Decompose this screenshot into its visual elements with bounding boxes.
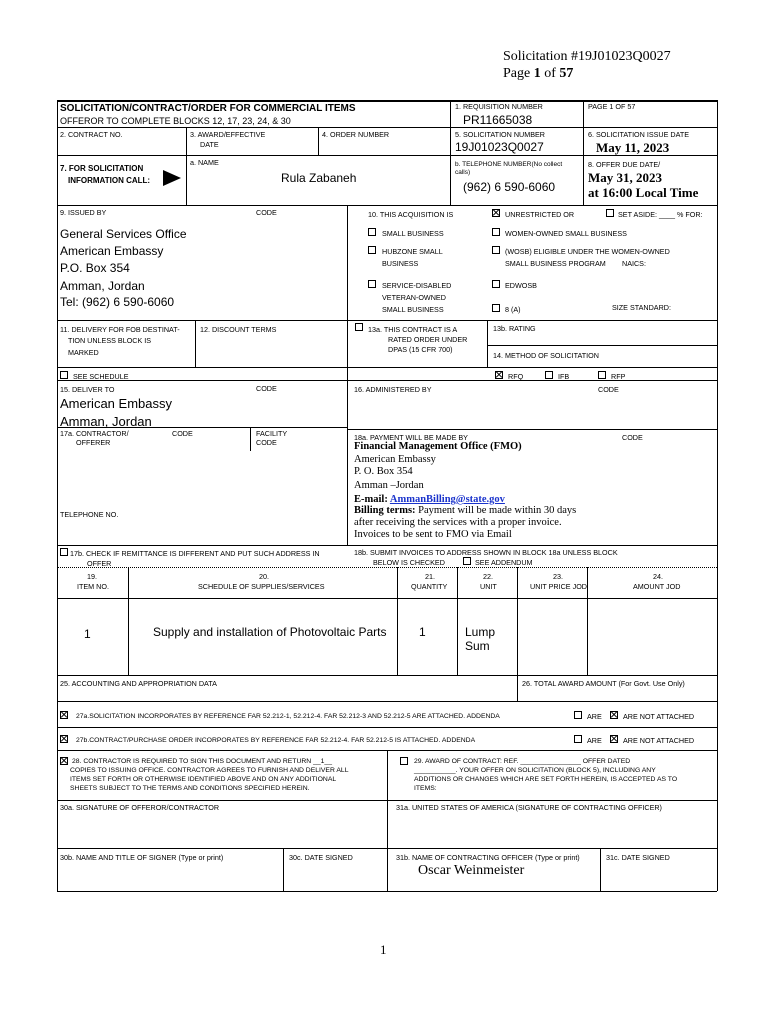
hubzone-label-2: BUSINESS (382, 259, 419, 268)
facility-code-label-2: CODE (256, 438, 277, 447)
rfp-label: RFP (611, 372, 626, 381)
contract-incorporates-label: 27b.CONTRACT/PURCHASE ORDER INCORPORATES BY REFERENCE FAR 52.212-4. FAR 52.212-5 IS ATTACHED. ADDENDA (76, 737, 476, 744)
contact-name-label: a. NAME (190, 158, 219, 167)
billing-terms (354, 505, 576, 516)
issue-date-label: 6. SOLICITATION ISSUE DATE (588, 130, 690, 139)
facility-box-top (250, 427, 347, 428)
row-divider (57, 320, 717, 321)
rfp-checkbox[interactable] (598, 371, 606, 379)
edwosb-label: EDWOSB (505, 281, 537, 290)
incorporates-checkbox[interactable] (60, 711, 68, 719)
wosb-checkbox[interactable] (492, 228, 500, 236)
delivery-fob-label-3: MARKED (68, 348, 99, 357)
payment-code-label: CODE (622, 433, 643, 442)
addenda-are-label: ARE (587, 712, 602, 721)
payment-address-line: American Embassy (354, 454, 436, 465)
unrestricted-label: UNRESTRICTED OR (505, 210, 575, 219)
eight-a-checkbox[interactable] (492, 304, 500, 312)
issued-by-line: General Services Office (60, 227, 187, 241)
officer-date-signed-label: 31c. DATE SIGNED (606, 853, 670, 862)
issued-by-line: American Embassy (60, 244, 164, 258)
billing-label: Billing terms: (354, 505, 419, 516)
sdvosb-checkbox[interactable] (368, 280, 376, 288)
hubzone-checkbox[interactable] (368, 246, 376, 254)
set-aside-checkbox[interactable] (606, 209, 614, 217)
payment-by-label: 18a. PAYMENT WILL BE MADE BY (354, 433, 468, 442)
page-footer-number: 1 (380, 942, 387, 957)
contract-no-label: 2. CONTRACT NO. (60, 130, 123, 139)
addenda-are-not-checkbox[interactable] (610, 711, 618, 719)
sdvosb-label: SERVICE-DISABLED (382, 281, 452, 290)
page-mid: of (540, 66, 560, 81)
hubzone-label: HUBZONE SMALL (382, 247, 443, 256)
issue-date-value: May 11, 2023 (596, 140, 670, 155)
offer-due-date: May 31, 2023 (588, 170, 663, 185)
row-divider (57, 155, 450, 156)
contracting-officer-name: Oscar Weinmeister (418, 863, 525, 878)
column-divider (487, 320, 488, 367)
administered-by-label: 16. ADMINISTERED BY (354, 385, 432, 394)
contractor-label: 17a. CONTRACTOR/ (60, 429, 129, 438)
contract-addenda-are-not-checkbox[interactable] (610, 735, 618, 743)
award-date-label: 3. AWARD/EFFECTIVE (190, 130, 266, 139)
offer-due-time: at 16:00 Local Time (588, 185, 699, 200)
item-quantity: 1 (419, 625, 426, 639)
addenda-are-not-label: ARE NOT ATTACHED (623, 712, 695, 721)
column-divider (587, 567, 588, 675)
billing-line: Invoices to be sent to FMO via Email (354, 529, 512, 540)
rated-order-label-3: DPAS (15 CFR 700) (388, 345, 453, 354)
rated-order-label: 13a. THIS CONTRACT IS A (368, 325, 458, 334)
column-divider (583, 100, 584, 205)
see-schedule-checkbox[interactable] (60, 371, 68, 379)
wosb-eligible-checkbox[interactable] (492, 246, 500, 254)
ifb-label: IFB (558, 372, 570, 381)
col-unit: 22. (483, 572, 493, 581)
telephone-value: (962) 6 590-6060 (463, 180, 556, 194)
solicitation-number-value: 19J01023Q0027 (455, 140, 544, 154)
column-divider (186, 155, 187, 205)
row-divider (57, 205, 717, 206)
incorporates-label: 27a.SOLICITATION INCORPORATES BY REFERENCE FAR 52.212-1, 52.212-4. FAR 52.212-3 AND 52.212-5 ARE ATTACHED. ADDENDA (76, 713, 500, 720)
facility-code-label: FACILITY (256, 429, 288, 438)
unrestricted-checkbox[interactable] (492, 209, 500, 217)
page-total: 57 (559, 66, 574, 81)
arrow-right-icon (163, 170, 183, 186)
signer-name-label: 30b. NAME AND TITLE OF SIGNER (Type or print) (60, 853, 224, 862)
award-contract-text: ITEMS: (414, 785, 437, 792)
size-standard-label: SIZE STANDARD: (612, 303, 671, 312)
submit-invoices-label-2: BELOW IS CHECKED (373, 558, 445, 567)
administered-by-code-label: CODE (598, 385, 619, 394)
delivery-fob-label: 11. DELIVERY FOR FOB DESTINAT- (60, 325, 180, 334)
column-divider (600, 848, 601, 891)
col-unit-price-label: UNIT PRICE JOD (530, 582, 587, 591)
naics-label: NAICS: (622, 259, 646, 268)
item-unit-2: Sum (465, 639, 490, 653)
delivery-fob-label-2: TION UNLESS BLOCK IS (68, 336, 152, 345)
row-divider (57, 675, 717, 676)
col-amount: 24. (653, 572, 663, 581)
column-divider (450, 100, 451, 205)
award-contract-text: ADDITIONS OR CHANGES WHICH ARE SET FORTH HEREIN, IS ACCEPTED AS TO (414, 776, 678, 783)
award-contract-text: ___________. YOUR OFFER ON SOLICITATION (BLOCK 5), INCLUDING ANY (414, 767, 656, 774)
column-divider (347, 205, 348, 545)
rated-order-label-2: RATED ORDER UNDER (388, 335, 468, 344)
ifb-checkbox[interactable] (545, 371, 553, 379)
form-right-border (717, 100, 718, 891)
contractor-sign-text: ITEMS SET FORTH OR OTHERWISE IDENTIFIED ABOVE AND ON ANY ADDITIONAL (70, 776, 337, 783)
issued-by-label: 9. ISSUED BY (60, 208, 107, 217)
row-divider (57, 701, 717, 702)
row-divider (57, 127, 717, 128)
issued-by-line: P.O. Box 354 (60, 261, 130, 275)
row-divider (57, 727, 717, 728)
item-no: 1 (84, 627, 91, 641)
email-label: E-mail: (354, 494, 390, 505)
row-divider (487, 345, 717, 346)
row-divider (57, 598, 717, 599)
contractor-sign-text: COPIES TO ISSUING OFFICE. CONTRACTOR AGREES TO FURNISH AND DELIVER ALL (70, 767, 349, 774)
award-contract-checkbox[interactable] (400, 757, 408, 765)
facility-box-left (250, 427, 251, 451)
rated-order-checkbox[interactable] (355, 323, 363, 331)
submit-invoices-label: 18b. SUBMIT INVOICES TO ADDRESS SHOWN IN BLOCK 18a UNLESS BLOCK (354, 548, 618, 557)
requisition-number-value: PR11665038 (463, 113, 533, 127)
award-contract-text: 29. AWARD OF CONTRACT: REF. ________________ OFFER DATED (414, 758, 631, 765)
solicitation-info-label: 7. FOR SOLICITATION (60, 164, 144, 173)
contract-incorporates-checkbox[interactable] (60, 735, 68, 743)
payment-address-line: Amman –Jordan (354, 480, 424, 491)
col-amount-label: AMOUNT JOD (633, 582, 681, 591)
solicitation-info-label-2: INFORMATION CALL: (68, 176, 151, 185)
row-divider (57, 545, 717, 546)
deliver-to-code-label: CODE (256, 384, 277, 393)
item-description: Supply and installation of Photovoltaic Parts (153, 625, 387, 639)
column-divider (517, 567, 518, 701)
contact-name-value: Rula Zabaneh (281, 171, 357, 185)
column-divider (457, 567, 458, 675)
contracting-officer-signature-label: 31a. UNITED STATES OF AMERICA (SIGNATURE OF CONTRACTING OFFICER) (396, 803, 662, 812)
edwosb-checkbox[interactable] (492, 280, 500, 288)
telephone-label: b. TELEPHONE NUMBER(No collect (455, 161, 563, 168)
form-title: SOLICITATION/CONTRACT/ORDER FOR COMMERCIAL ITEMS (60, 103, 356, 114)
col-unit-price: 23. (553, 572, 563, 581)
set-aside-label: SET ASIDE: ____ % FOR: (618, 210, 703, 219)
solicitation-number-label: 5. SOLICITATION NUMBER (455, 130, 545, 139)
column-divider (283, 848, 284, 891)
rfq-label: RFQ (508, 372, 524, 381)
payment-office: Financial Management Office (FMO) (354, 441, 522, 452)
accounting-label: 25. ACCOUNTING AND APPROPRIATION DATA (60, 679, 217, 688)
form-left-border (57, 100, 58, 891)
page-number: 1 (533, 66, 541, 81)
col-schedule-label: SCHEDULE OF SUPPLIES/SERVICES (198, 582, 325, 591)
addenda-are-checkbox[interactable] (574, 711, 582, 719)
telephone-no-label: TELEPHONE NO. (60, 510, 119, 519)
solicitation-method-label: 14. METHOD OF SOLICITATION (493, 351, 599, 360)
remittance-label-2: OFFER (87, 559, 112, 568)
small-business-checkbox[interactable] (368, 228, 376, 236)
contractor-label-2: OFFERER (76, 438, 111, 447)
col-quantity: 21. (425, 572, 435, 581)
column-divider (387, 750, 388, 891)
see-addendum-label: SEE ADDENDUM (475, 558, 533, 567)
payment-email (354, 494, 505, 505)
remittance-label: 17b. CHECK IF REMITTANCE IS DIFFERENT AND PUT SUCH ADDRESS IN (70, 549, 320, 558)
column-divider (397, 567, 398, 675)
deliver-to-line: American Embassy (60, 396, 172, 411)
contracting-officer-name-label: 31b. NAME OF CONTRACTING OFFICER (Type or print) (396, 853, 580, 862)
col-unit-label: UNIT (480, 582, 497, 591)
solicitation-header: Solicitation #19J01023Q0027 (503, 49, 671, 64)
column-divider (186, 127, 187, 155)
eight-a-label: 8 (A) (505, 305, 521, 314)
col-schedule: 20. (259, 572, 269, 581)
col-item-no-label: ITEM NO. (77, 582, 109, 591)
deliver-to-line: Amman, Jordan (60, 414, 152, 429)
page-of-label: PAGE 1 OF 57 (588, 102, 636, 111)
deliver-to-label: 15. DELIVER TO (60, 385, 115, 394)
contractor-sign-checkbox[interactable] (60, 757, 68, 765)
total-award-label: 26. TOTAL AWARD AMOUNT (For Govt. Use Only) (522, 679, 685, 688)
see-schedule-label: SEE SCHEDULE (73, 372, 129, 381)
award-date-label-2: DATE (200, 140, 219, 149)
acquisition-label: 10. THIS ACQUISITION IS (368, 210, 454, 219)
wosb-eligible-label-2: SMALL BUSINESS PROGRAM (505, 259, 606, 268)
requisition-number-label: 1. REQUISITION NUMBER (455, 102, 543, 111)
offeror-signature-label: 30a. SIGNATURE OF OFFEROR/CONTRACTOR (60, 803, 220, 812)
contract-addenda-are-not-label: ARE NOT ATTACHED (623, 736, 695, 745)
issued-by-line: Tel: (962) 6 590-6060 (60, 295, 175, 309)
col-item-no: 19. (87, 572, 97, 581)
wosb-eligible-label: (WOSB) ELIGIBLE UNDER THE WOMEN-OWNED (505, 247, 670, 256)
page-indicator (503, 66, 573, 82)
rating-label: 13b. RATING (493, 324, 536, 333)
form-subtitle: OFFEROR TO COMPLETE BLOCKS 12, 17, 23, 24, & 30 (60, 116, 291, 126)
small-business-label: SMALL BUSINESS (382, 229, 444, 238)
sdvosb-label-3: SMALL BUSINESS (382, 305, 444, 314)
sdvosb-label-2: VETERAN-OWNED (382, 293, 446, 302)
discount-terms-label: 12. DISCOUNT TERMS (200, 325, 277, 334)
row-divider (57, 567, 717, 568)
column-divider (128, 567, 129, 675)
telephone-label-2: calls) (455, 169, 471, 176)
row-divider (347, 429, 717, 430)
billing-line: after receiving the services with a proper invoice. (354, 517, 562, 528)
contractor-sign-text: 28. CONTRACTOR IS REQUIRED TO SIGN THIS DOCUMENT AND RETURN __1__ (72, 758, 332, 765)
issued-by-code-label: CODE (256, 208, 277, 217)
issued-by-line: Amman, Jordan (60, 279, 145, 293)
contractor-sign-text: SHEETS SUBJECT TO THE TERMS AND CONDITIONS SPECIFIED HEREIN. (70, 785, 310, 792)
contract-addenda-are-checkbox[interactable] (574, 735, 582, 743)
billing-value: Payment will be made within 30 days (418, 505, 577, 516)
email-link[interactable]: AmmanBilling@state.gov (389, 494, 505, 505)
row-divider (57, 367, 717, 368)
remittance-checkbox[interactable] (60, 548, 68, 556)
contract-addenda-are-label: ARE (587, 736, 602, 745)
column-divider (318, 127, 319, 155)
see-addendum-checkbox[interactable] (463, 557, 471, 565)
offeror-date-signed-label: 30c. DATE SIGNED (289, 853, 353, 862)
rfq-checkbox[interactable] (495, 371, 503, 379)
offer-due-label: 8. OFFER DUE DATE/ (588, 160, 661, 169)
payment-address-line: P. O. Box 354 (354, 466, 413, 477)
order-number-label: 4. ORDER NUMBER (322, 130, 390, 139)
item-unit: Lump (465, 625, 496, 639)
wosb-label: WOMEN-OWNED SMALL BUSINESS (505, 229, 627, 238)
form-bottom-border (57, 891, 717, 892)
column-divider (195, 320, 196, 367)
page-prefix: Page (503, 66, 534, 81)
col-quantity-label: QUANTITY (411, 582, 448, 591)
contractor-code-label: CODE (172, 429, 193, 438)
